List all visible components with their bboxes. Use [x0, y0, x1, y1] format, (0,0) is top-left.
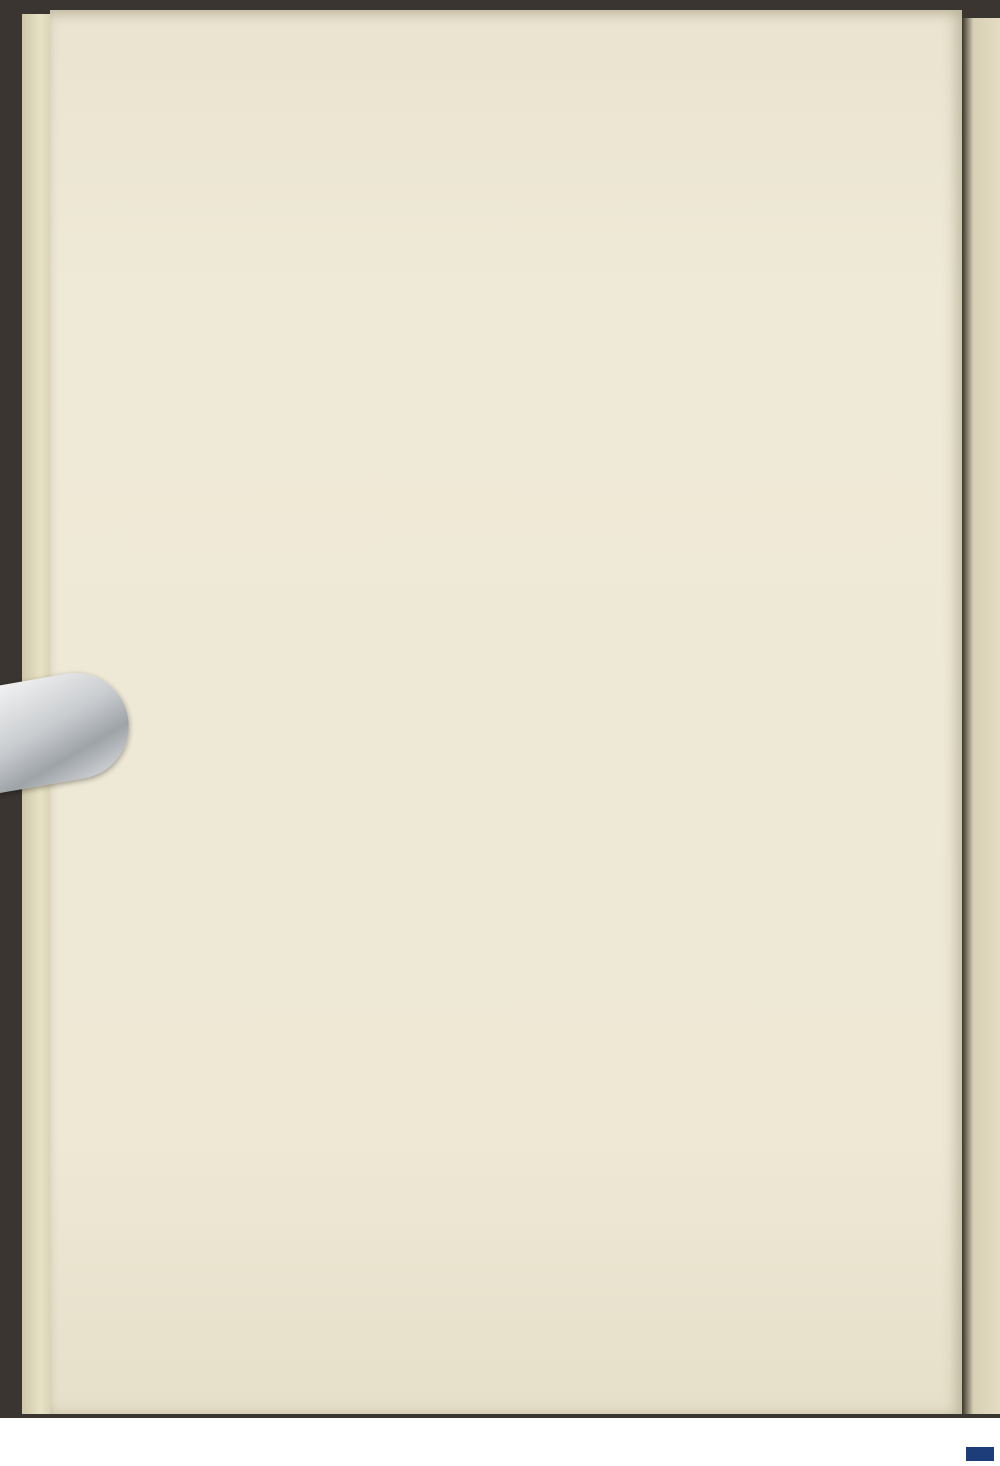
footer [0, 1418, 1000, 1466]
page-edge-right [962, 18, 1000, 1414]
dfg-logo [966, 1447, 994, 1461]
book-page [50, 10, 962, 1414]
